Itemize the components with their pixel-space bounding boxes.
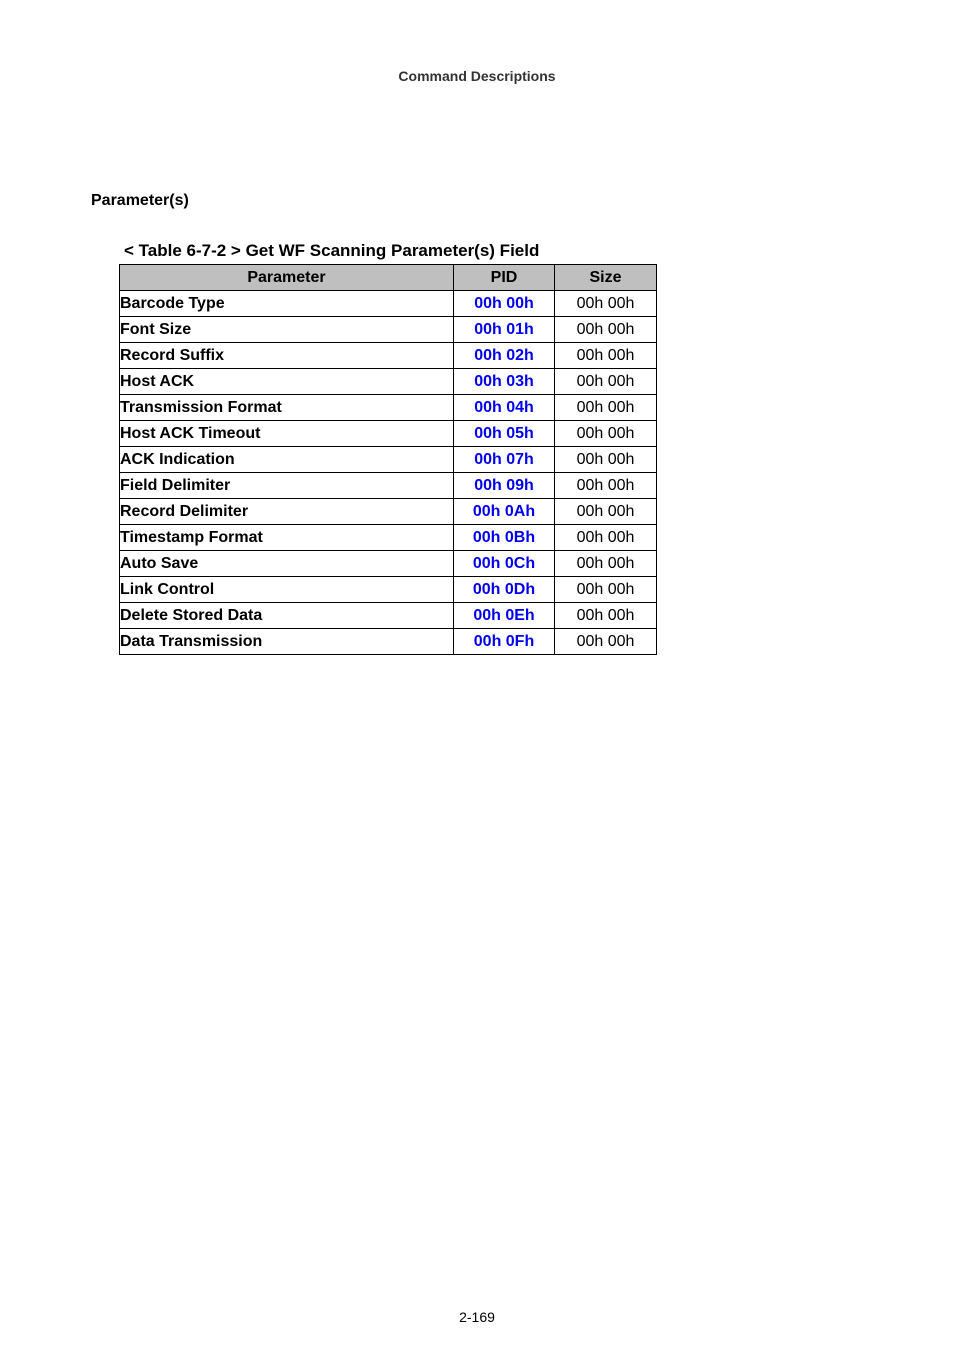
table-row [120, 525, 657, 551]
pid-cell: 00h 02h [454, 343, 555, 369]
pid-cell: 00h 0Ch [454, 551, 555, 577]
column-header-pid: PID [454, 265, 555, 291]
size-cell: 00h 00h [555, 473, 657, 499]
column-header-parameter: Parameter [120, 265, 454, 291]
size-cell: 00h 00h [555, 395, 657, 421]
table-row [120, 577, 657, 603]
size-cell: 00h 00h [555, 499, 657, 525]
size-cell: 00h 00h [555, 291, 657, 317]
table-row [120, 603, 657, 629]
table-caption: < Table 6-7-2 > Get WF Scanning Parameter(s) Field [124, 241, 540, 260]
parameter-cell: Host ACK Timeout [120, 421, 454, 447]
table-header-row [120, 265, 657, 291]
parameter-cell: Transmission Format [120, 395, 454, 421]
section-heading: Parameter(s) [91, 192, 189, 209]
pid-cell: 00h 07h [454, 447, 555, 473]
pid-cell: 00h 04h [454, 395, 555, 421]
running-header: Command Descriptions [398, 68, 556, 84]
pid-cell: 00h 0Dh [454, 577, 555, 603]
size-cell: 00h 00h [555, 525, 657, 551]
table-row [120, 629, 657, 655]
size-cell: 00h 00h [555, 603, 657, 629]
pid-cell: 00h 05h [454, 421, 555, 447]
pid-cell: 00h 0Fh [454, 629, 555, 655]
size-cell: 00h 00h [555, 421, 657, 447]
parameter-cell: Record Delimiter [120, 499, 454, 525]
pid-cell: 00h 0Ah [454, 499, 555, 525]
parameter-cell: Field Delimiter [120, 473, 454, 499]
table-row [120, 473, 657, 499]
pid-cell: 00h 0Bh [454, 525, 555, 551]
table-row [120, 499, 657, 525]
pid-cell: 00h 09h [454, 473, 555, 499]
pid-cell: 00h 00h [454, 291, 555, 317]
parameter-cell: Timestamp Format [120, 525, 454, 551]
table-row [120, 291, 657, 317]
parameter-cell: Barcode Type [120, 291, 454, 317]
pid-cell: 00h 0Eh [454, 603, 555, 629]
parameter-cell: ACK Indication [120, 447, 454, 473]
parameter-cell: Host ACK [120, 369, 454, 395]
parameter-cell: Record Suffix [120, 343, 454, 369]
parameter-cell: Delete Stored Data [120, 603, 454, 629]
size-cell: 00h 00h [555, 551, 657, 577]
parameter-table [119, 264, 657, 655]
table-row [120, 369, 657, 395]
pid-cell: 00h 03h [454, 369, 555, 395]
parameter-cell: Auto Save [120, 551, 454, 577]
table-row [120, 551, 657, 577]
table-row [120, 395, 657, 421]
table-row [120, 447, 657, 473]
parameter-cell: Data Transmission [120, 629, 454, 655]
size-cell: 00h 00h [555, 317, 657, 343]
size-cell: 00h 00h [555, 447, 657, 473]
table-row [120, 343, 657, 369]
pid-cell: 00h 01h [454, 317, 555, 343]
table-row [120, 421, 657, 447]
size-cell: 00h 00h [555, 343, 657, 369]
size-cell: 00h 00h [555, 369, 657, 395]
column-header-size: Size [555, 265, 657, 291]
parameter-cell: Font Size [120, 317, 454, 343]
parameter-cell: Link Control [120, 577, 454, 603]
page-number: 2-169 [459, 1309, 495, 1325]
size-cell: 00h 00h [555, 629, 657, 655]
table-row [120, 317, 657, 343]
size-cell: 00h 00h [555, 577, 657, 603]
